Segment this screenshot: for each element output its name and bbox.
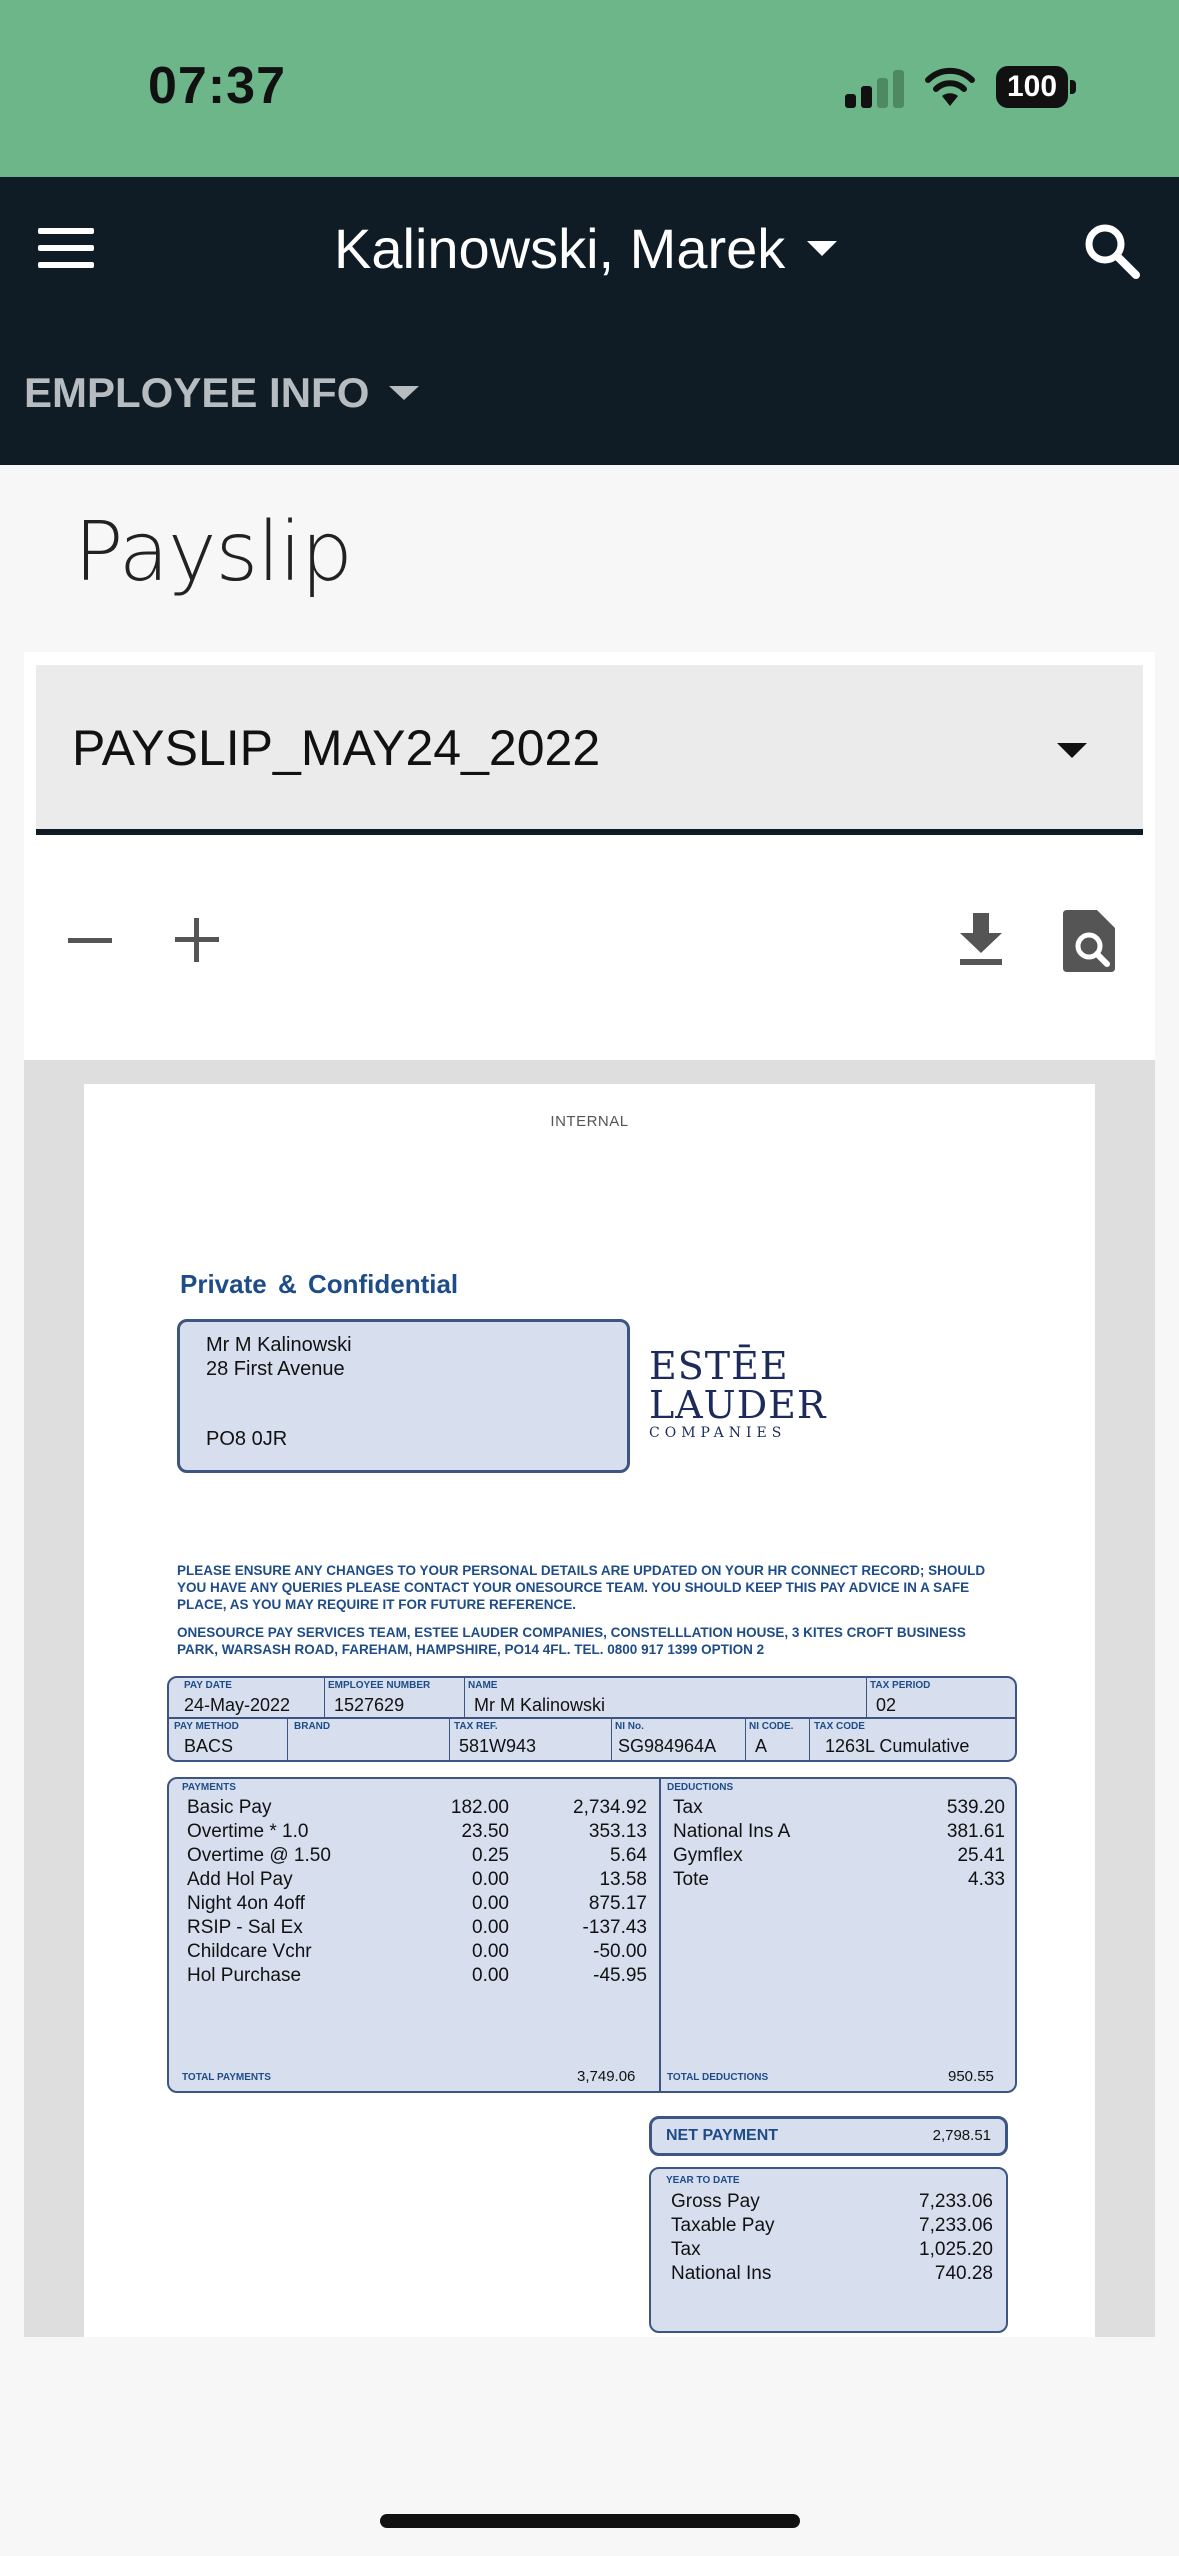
payment-line: Childcare Vchr 0.00 -50.00 [187,1941,647,1962]
search-icon[interactable] [1082,221,1140,279]
total-deductions-label: TOTAL DEDUCTIONS [667,2072,769,2083]
chevron-down-icon [389,386,419,400]
ytd-line: National Ins 740.28 [671,2263,993,2284]
payments-deductions-box [167,1777,1017,2093]
tax-code: 1263L Cumulative [825,1736,970,1756]
net-payment-label: NET PAYMENT [666,2127,779,2144]
payslip-dropdown-value: PAYSLIP_MAY24_2022 [72,720,601,776]
tax-period: 02 [876,1695,897,1715]
payslip-dropdown[interactable] [36,665,1143,835]
ytd-line: Gross Pay 7,233.06 [671,2191,993,2212]
ytd-line: Taxable Pay 7,233.06 [671,2215,993,2236]
document-search-icon[interactable] [1063,910,1115,972]
employee-number: 1527629 [334,1695,405,1715]
document-viewer[interactable] [24,1060,1155,2337]
address-line-2: 28 First Avenue [206,1358,345,1380]
payments-heading: PAYMENTS [182,1782,236,1793]
address-box [177,1319,630,1473]
payment-line: Add Hol Pay 0.00 13.58 [187,1869,647,1890]
deductions-heading: DEDUCTIONS [667,1782,734,1793]
zoom-out-button[interactable] [68,922,112,958]
ni-number: SG984964A [618,1736,717,1756]
address-postcode: PO8 0JR [206,1428,288,1450]
tax-ref: 581W943 [459,1736,537,1756]
ni-code: A [755,1736,768,1756]
deduction-line: National Ins A 381.61 [673,1821,1005,1842]
total-payments-value: 3,749.06 [577,2068,636,2085]
download-icon[interactable] [958,913,1004,965]
pay-method: BACS [184,1736,234,1756]
wifi-icon [922,62,978,108]
employee-name: Kalinowski, Marek [334,216,786,280]
payment-line: Night 4on 4off 0.00 875.17 [187,1893,647,1914]
deduction-line: Tax 539.20 [673,1797,1005,1818]
battery-icon [996,66,1076,108]
contact-text: ONESOURCE PAY SERVICES TEAM, ESTEE LAUDER COMPANIES, CONSTELLLATION HOUSE, 3 KITES CROFT BUSINESS PARK, WARSASH ROAD, FAREHAM, HAMPSHIRE, PO14 4FL. TEL. 0800 917 1399 OPTION 2 [177,1625,966,1657]
confidential-heading: Private & Confidential [180,1269,459,1299]
status-time: 07:37 [148,57,286,115]
company-logo: ESTĒE LAUDER COMPANIES [649,1344,827,1441]
ytd-line: Tax 1,025.20 [671,2239,993,2260]
notice-text: PLEASE ENSURE ANY CHANGES TO YOUR PERSONAL DETAILS ARE UPDATED ON YOUR HR CONNECT RECORD; SHOULD YOU HAVE ANY QUERIES PLEASE CONTACT YOUR ONESOURCE TEAM. YOU SHOULD KEEP THIS PAY ADVICE IN A SAFE PLACE, AS YOU MAY REQUIRE IT FOR FUTURE REFERENCE. [177,1563,986,1612]
classification-label: INTERNAL [550,1113,629,1130]
chevron-down-icon [1057,743,1087,758]
employee-selector[interactable] [334,213,837,283]
page-title: Payslip [74,505,352,600]
ytd-heading: YEAR TO DATE [666,2175,740,2186]
battery-level: 100 [996,66,1068,108]
payment-line: Hol Purchase 0.00 -45.95 [187,1965,647,1986]
payslip-page [84,1084,1095,2337]
total-deductions-value: 950.55 [948,2068,994,2085]
deduction-line: Gymflex 25.41 [673,1845,1005,1866]
net-payment-box [649,2116,1008,2156]
deduction-line: Tote 4.33 [673,1869,1005,1890]
year-to-date-box [649,2167,1008,2333]
pay-info-row-1: PAY DATE 24-May-2022 EMPLOYEE NUMBER 1527629 NAME Mr M Kalinowski TAX PERIOD 02 [167,1676,1017,1719]
section-label: EMPLOYEE INFO [24,369,370,416]
payment-line: Basic Pay 182.00 2,734.92 [187,1797,647,1818]
pay-date: 24-May-2022 [184,1695,291,1715]
total-payments-label: TOTAL PAYMENTS [182,2072,271,2083]
pay-info-row-2: PAY METHOD BACS BRAND TAX REF. 581W943 NI No. SG984964A NI CODE. A TAX CODE 1263L Cumulative [167,1719,1017,1762]
payment-line: Overtime * 1.0 23.50 353.13 [187,1821,647,1842]
section-selector[interactable] [24,363,419,423]
home-indicator[interactable] [380,2514,800,2528]
address-line-1: Mr M Kalinowski [206,1334,352,1356]
net-payment-value: 2,798.51 [932,2127,991,2144]
employee-full-name: Mr M Kalinowski [474,1695,606,1715]
cellular-signal-icon [845,66,905,108]
chevron-down-icon [807,241,837,256]
status-bar [0,0,1179,177]
menu-icon[interactable] [38,228,94,268]
payment-line: Overtime @ 1.50 0.25 5.64 [187,1845,647,1866]
zoom-in-button[interactable] [175,918,219,962]
payment-line: RSIP - Sal Ex 0.00 -137.43 [187,1917,647,1938]
